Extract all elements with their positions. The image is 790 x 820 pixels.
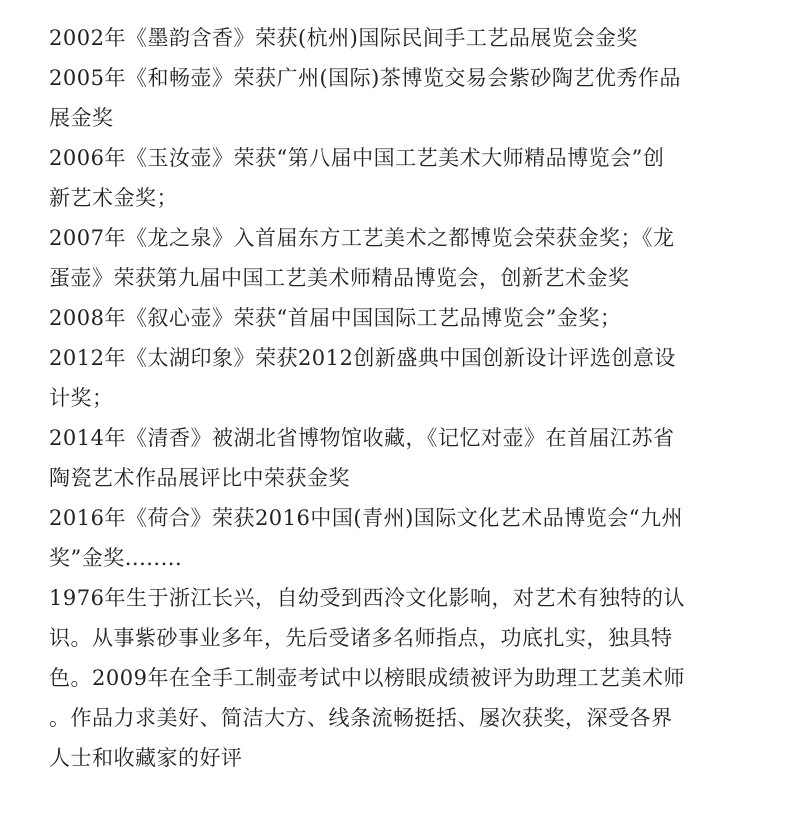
award-entry-2002 bbox=[49, 18, 739, 58]
text-line: 2006年《玉汝壶》荣获“第八届中国工艺美术大师精品博览会”创 bbox=[49, 146, 665, 170]
award-list bbox=[49, 18, 739, 578]
award-entry-2012 bbox=[49, 338, 739, 418]
text-line: 2002年《墨韵含香》荣获(杭州)国际民间手工艺品展览会金奖 bbox=[49, 26, 638, 50]
document-body bbox=[49, 18, 739, 778]
award-entry-2016 bbox=[49, 498, 739, 578]
text-line: 。作品力求美好、简洁大方、线条流畅挺括、屡次获奖，深受各界 bbox=[49, 706, 673, 730]
text-line: 展金奖 bbox=[49, 106, 114, 130]
text-line: 2014年《清香》被湖北省博物馆收藏，《记忆对壶》在首届江苏省 bbox=[49, 426, 675, 450]
text-line: 2005年《和畅壶》荣获广州(国际)茶博览交易会紫砂陶艺优秀作品 bbox=[49, 66, 681, 90]
text-line: 蛋壶》荣获第九届中国工艺美术师精品博览会，创新艺术金奖 bbox=[49, 266, 630, 290]
text-line: 陶瓷艺术作品展评比中荣获金奖 bbox=[49, 466, 350, 490]
award-entry-2007 bbox=[49, 218, 739, 298]
text-line: 识。从事紫砂事业多年，先后受诸多名师指点，功底扎实，独具特 bbox=[49, 626, 673, 650]
award-entry-2008 bbox=[49, 298, 739, 338]
text-line: 色。2009年在全手工制壶考试中以榜眼成绩被评为助理工艺美术师 bbox=[49, 666, 685, 690]
text-line: 计奖； bbox=[49, 386, 114, 410]
award-entry-2014 bbox=[49, 418, 739, 498]
text-line: 2016年《荷合》荣获2016中国(青州)国际文化艺术品博览会“九州 bbox=[49, 506, 684, 530]
award-entry-2006 bbox=[49, 138, 739, 218]
text-line: 新艺术金奖； bbox=[49, 186, 178, 210]
text-line: 奖”金奖........ bbox=[49, 546, 183, 570]
text-line: 2008年《叙心壶》荣获“首届中国国际工艺品博览会”金奖； bbox=[49, 306, 622, 330]
text-line: 2007年《龙之泉》入首届东方工艺美术之都博览会荣获金奖；《龙 bbox=[49, 226, 675, 250]
award-entry-2005 bbox=[49, 58, 739, 138]
biography-paragraph bbox=[49, 578, 739, 778]
text-line: 1976年生于浙江长兴，自幼受到西泠文化影响，对艺术有独特的认 bbox=[49, 586, 685, 610]
text-line: 2012年《太湖印象》荣获2012创新盛典中国创新设计评选创意设 bbox=[49, 346, 676, 370]
text-line: 人士和收藏家的好评 bbox=[49, 746, 243, 770]
